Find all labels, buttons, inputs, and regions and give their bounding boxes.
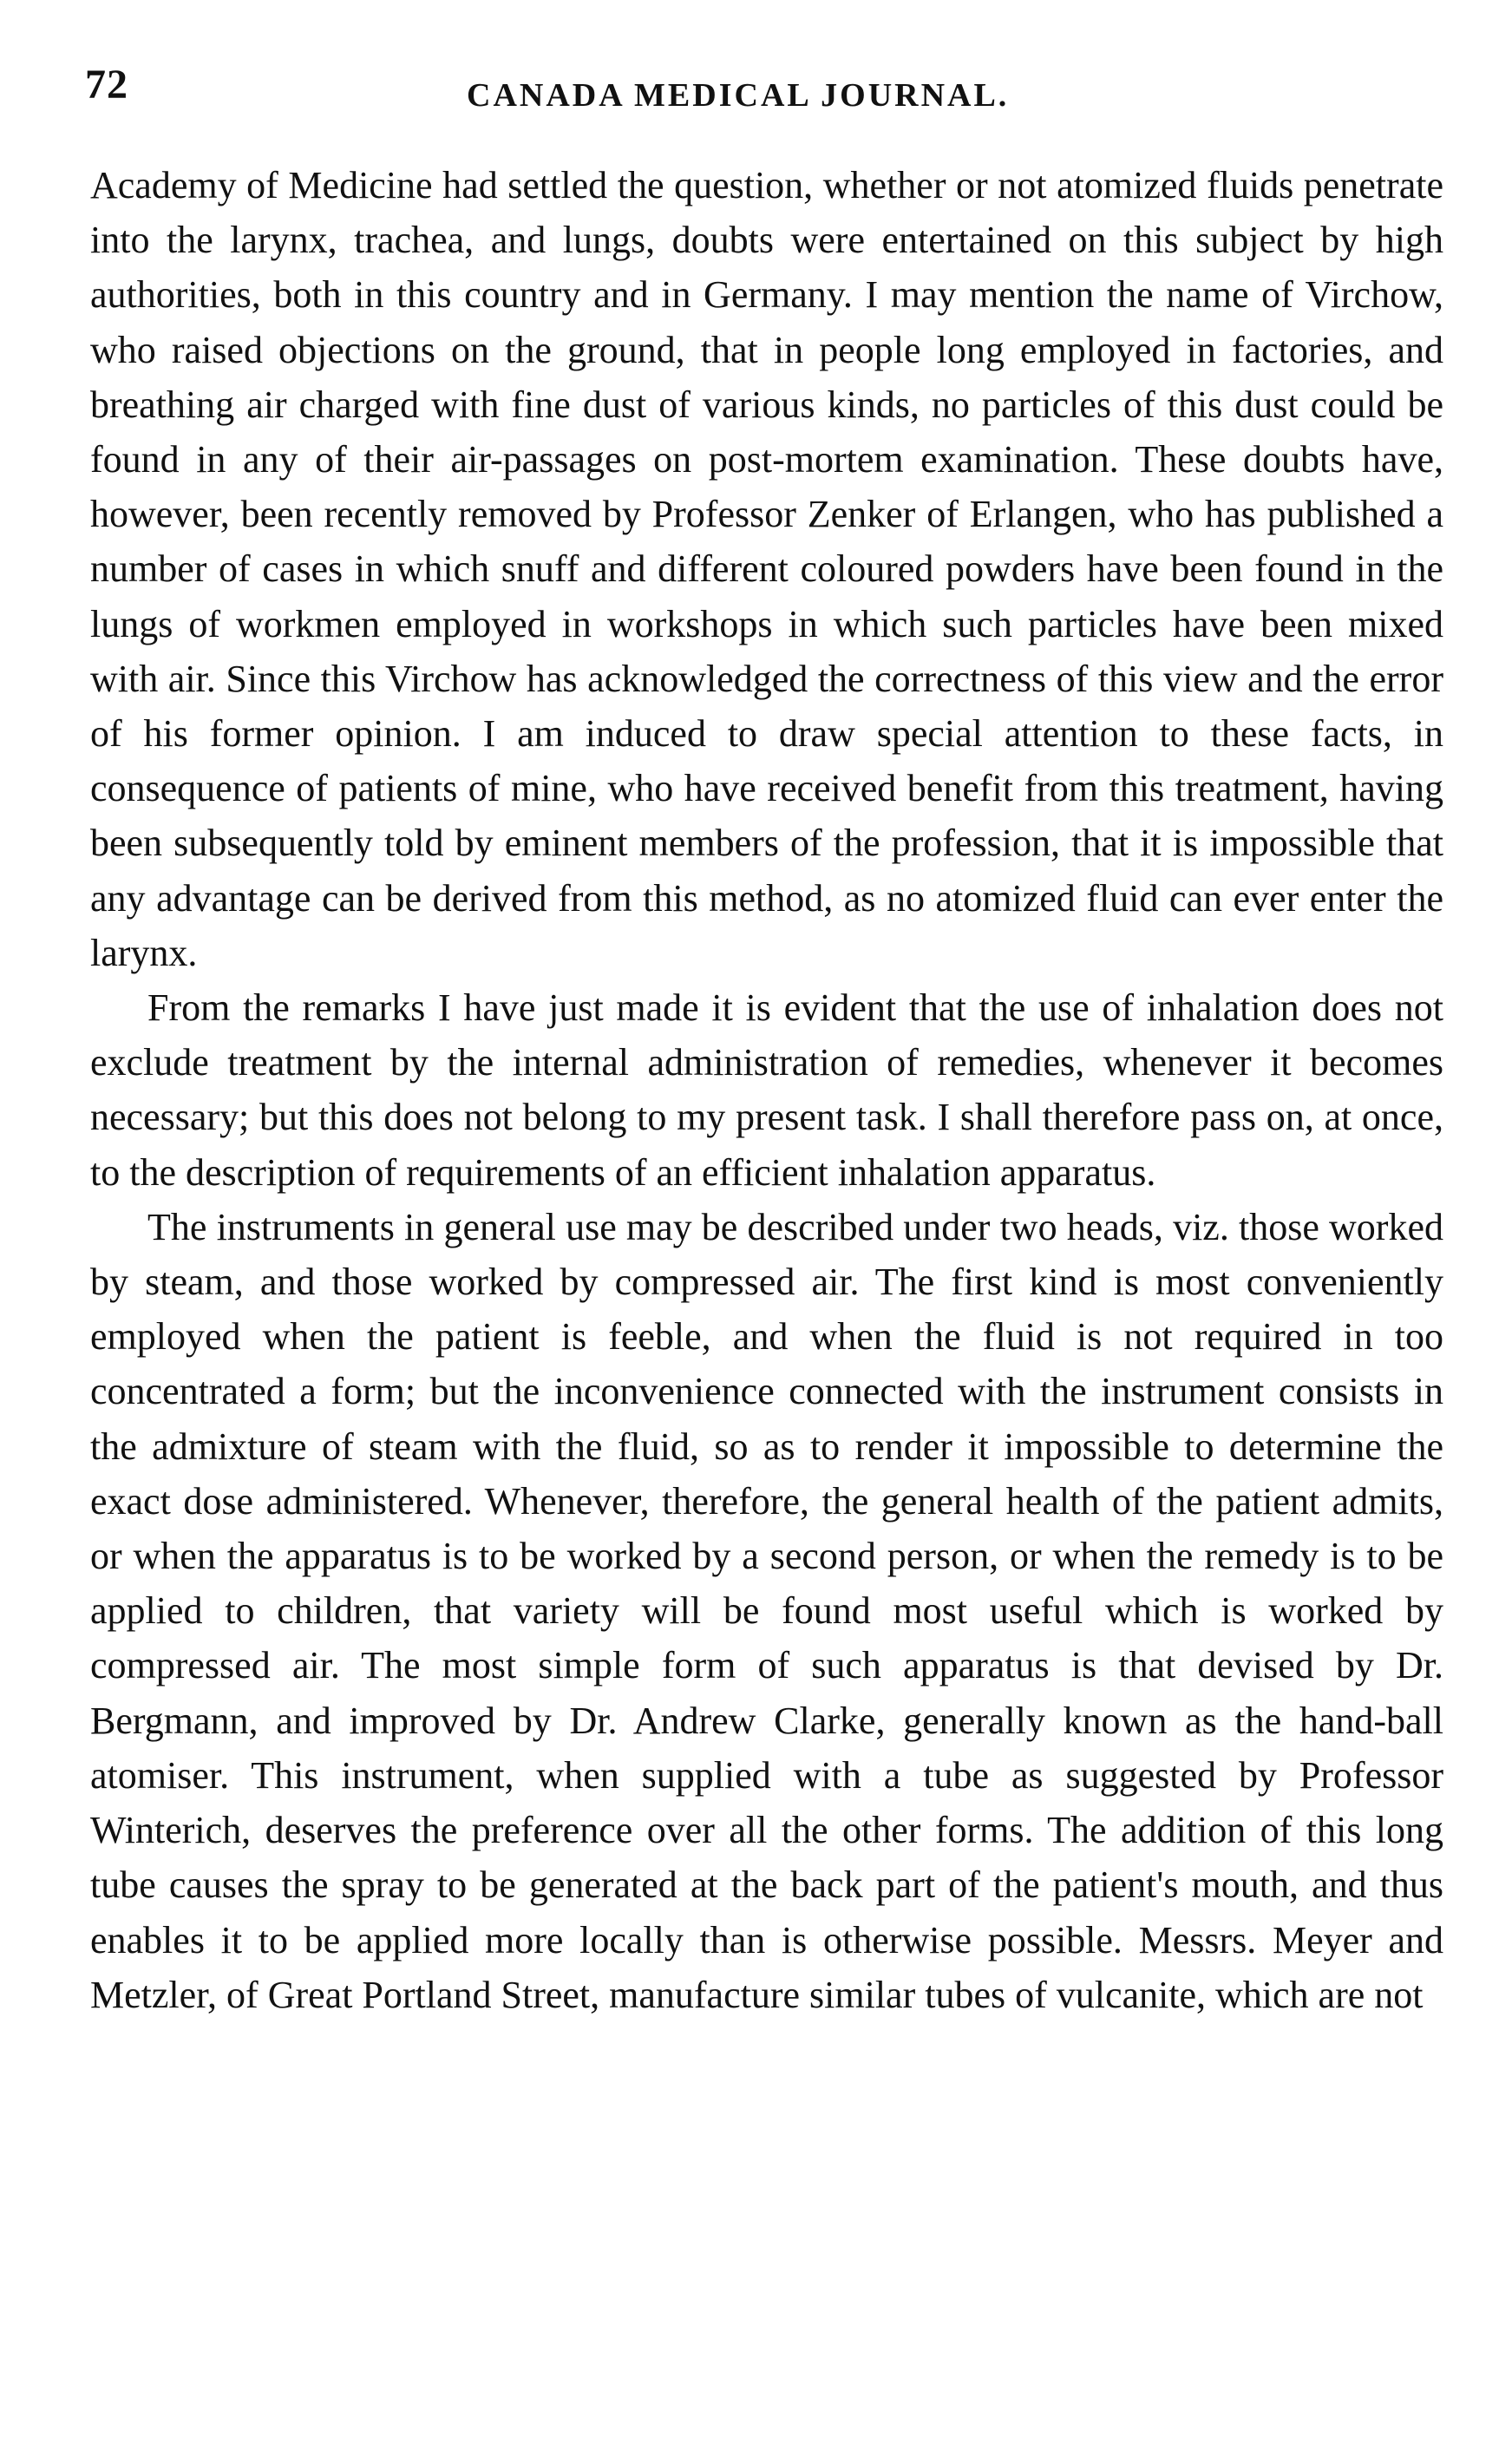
paragraph-2: From the remarks I have just made it is evident that the use of inhalation does not exclude treatment by the internal administration of remedies, whenever it becomes necessary; but this does not belong to my present task. I shall therefore pass on, at once, to the description of requirements of an efficient inhalation apparatus. <box>90 986 1443 1194</box>
running-head <box>85 50 1438 128</box>
body-text <box>90 158 1443 2022</box>
page-number: 72 <box>85 62 128 108</box>
paragraph-1: Academy of Medicine had settled the question, whether or not atomized fluids penetrate into the larynx, trachea, and lungs, doubts were entertained on this subject by high authorities, both in this country and in Germany. I may mention the name of Virchow, who raised objections on the ground, that in people long employed in factories, and breathing air charged with fine dust of various kinds, no particles of this dust could be found in any of their air-passages on post-mortem examination. These doubts have, however, been recently removed by Professor Zenker of Erlangen, who has published a number of cases in which snuff and different coloured powders have been found in the lungs of workmen employed in workshops in which such particles have been mixed with air. Since this Virchow has acknowledged the correctness of this view and the error of his former opinion. I am induced to draw special attention to these facts, in consequence of patients of mine, who have received benefit from this treatment, having been subsequently told by eminent members of the profession, that it is impossible that any advantage can be derived from this method, as no atomized fluid can ever enter the larynx. <box>90 164 1443 974</box>
journal-title: CANADA MEDICAL JOURNAL. <box>467 77 1010 114</box>
paragraph-3: The instruments in general use may be described under two heads, viz. those worked by steam, and those worked by compressed air. The first kind is most conveniently employed when the patient is feeble, and when the fluid is not required in too concentrated a form; but the inconvenience connected with the instrument consists in the admixture of steam with the fluid, so as to render it impossible to determine the exact dose administered. Whenever, therefore, the general health of the patient admits, or when the apparatus is to be worked by a second person, or when the remedy is to be applied to children, that variety will be found most useful which is worked by compressed air. The most simple form of such apparatus is that devised by Dr. Bergmann, and improved by Dr. Andrew Clarke, generally known as the hand-ball atomiser. This instrument, when supplied with a tube as suggested by Professor Winterich, deserves the preference over all the other forms. The addition of this long tube causes the spray to be generated at the back part of the patient's mouth, and thus enables it to be applied more locally than is otherwise possible. Messrs. Meyer and Metzler, of Great Portland Street, manufacture similar tubes of vulcanite, which are not <box>90 1205 1443 2016</box>
